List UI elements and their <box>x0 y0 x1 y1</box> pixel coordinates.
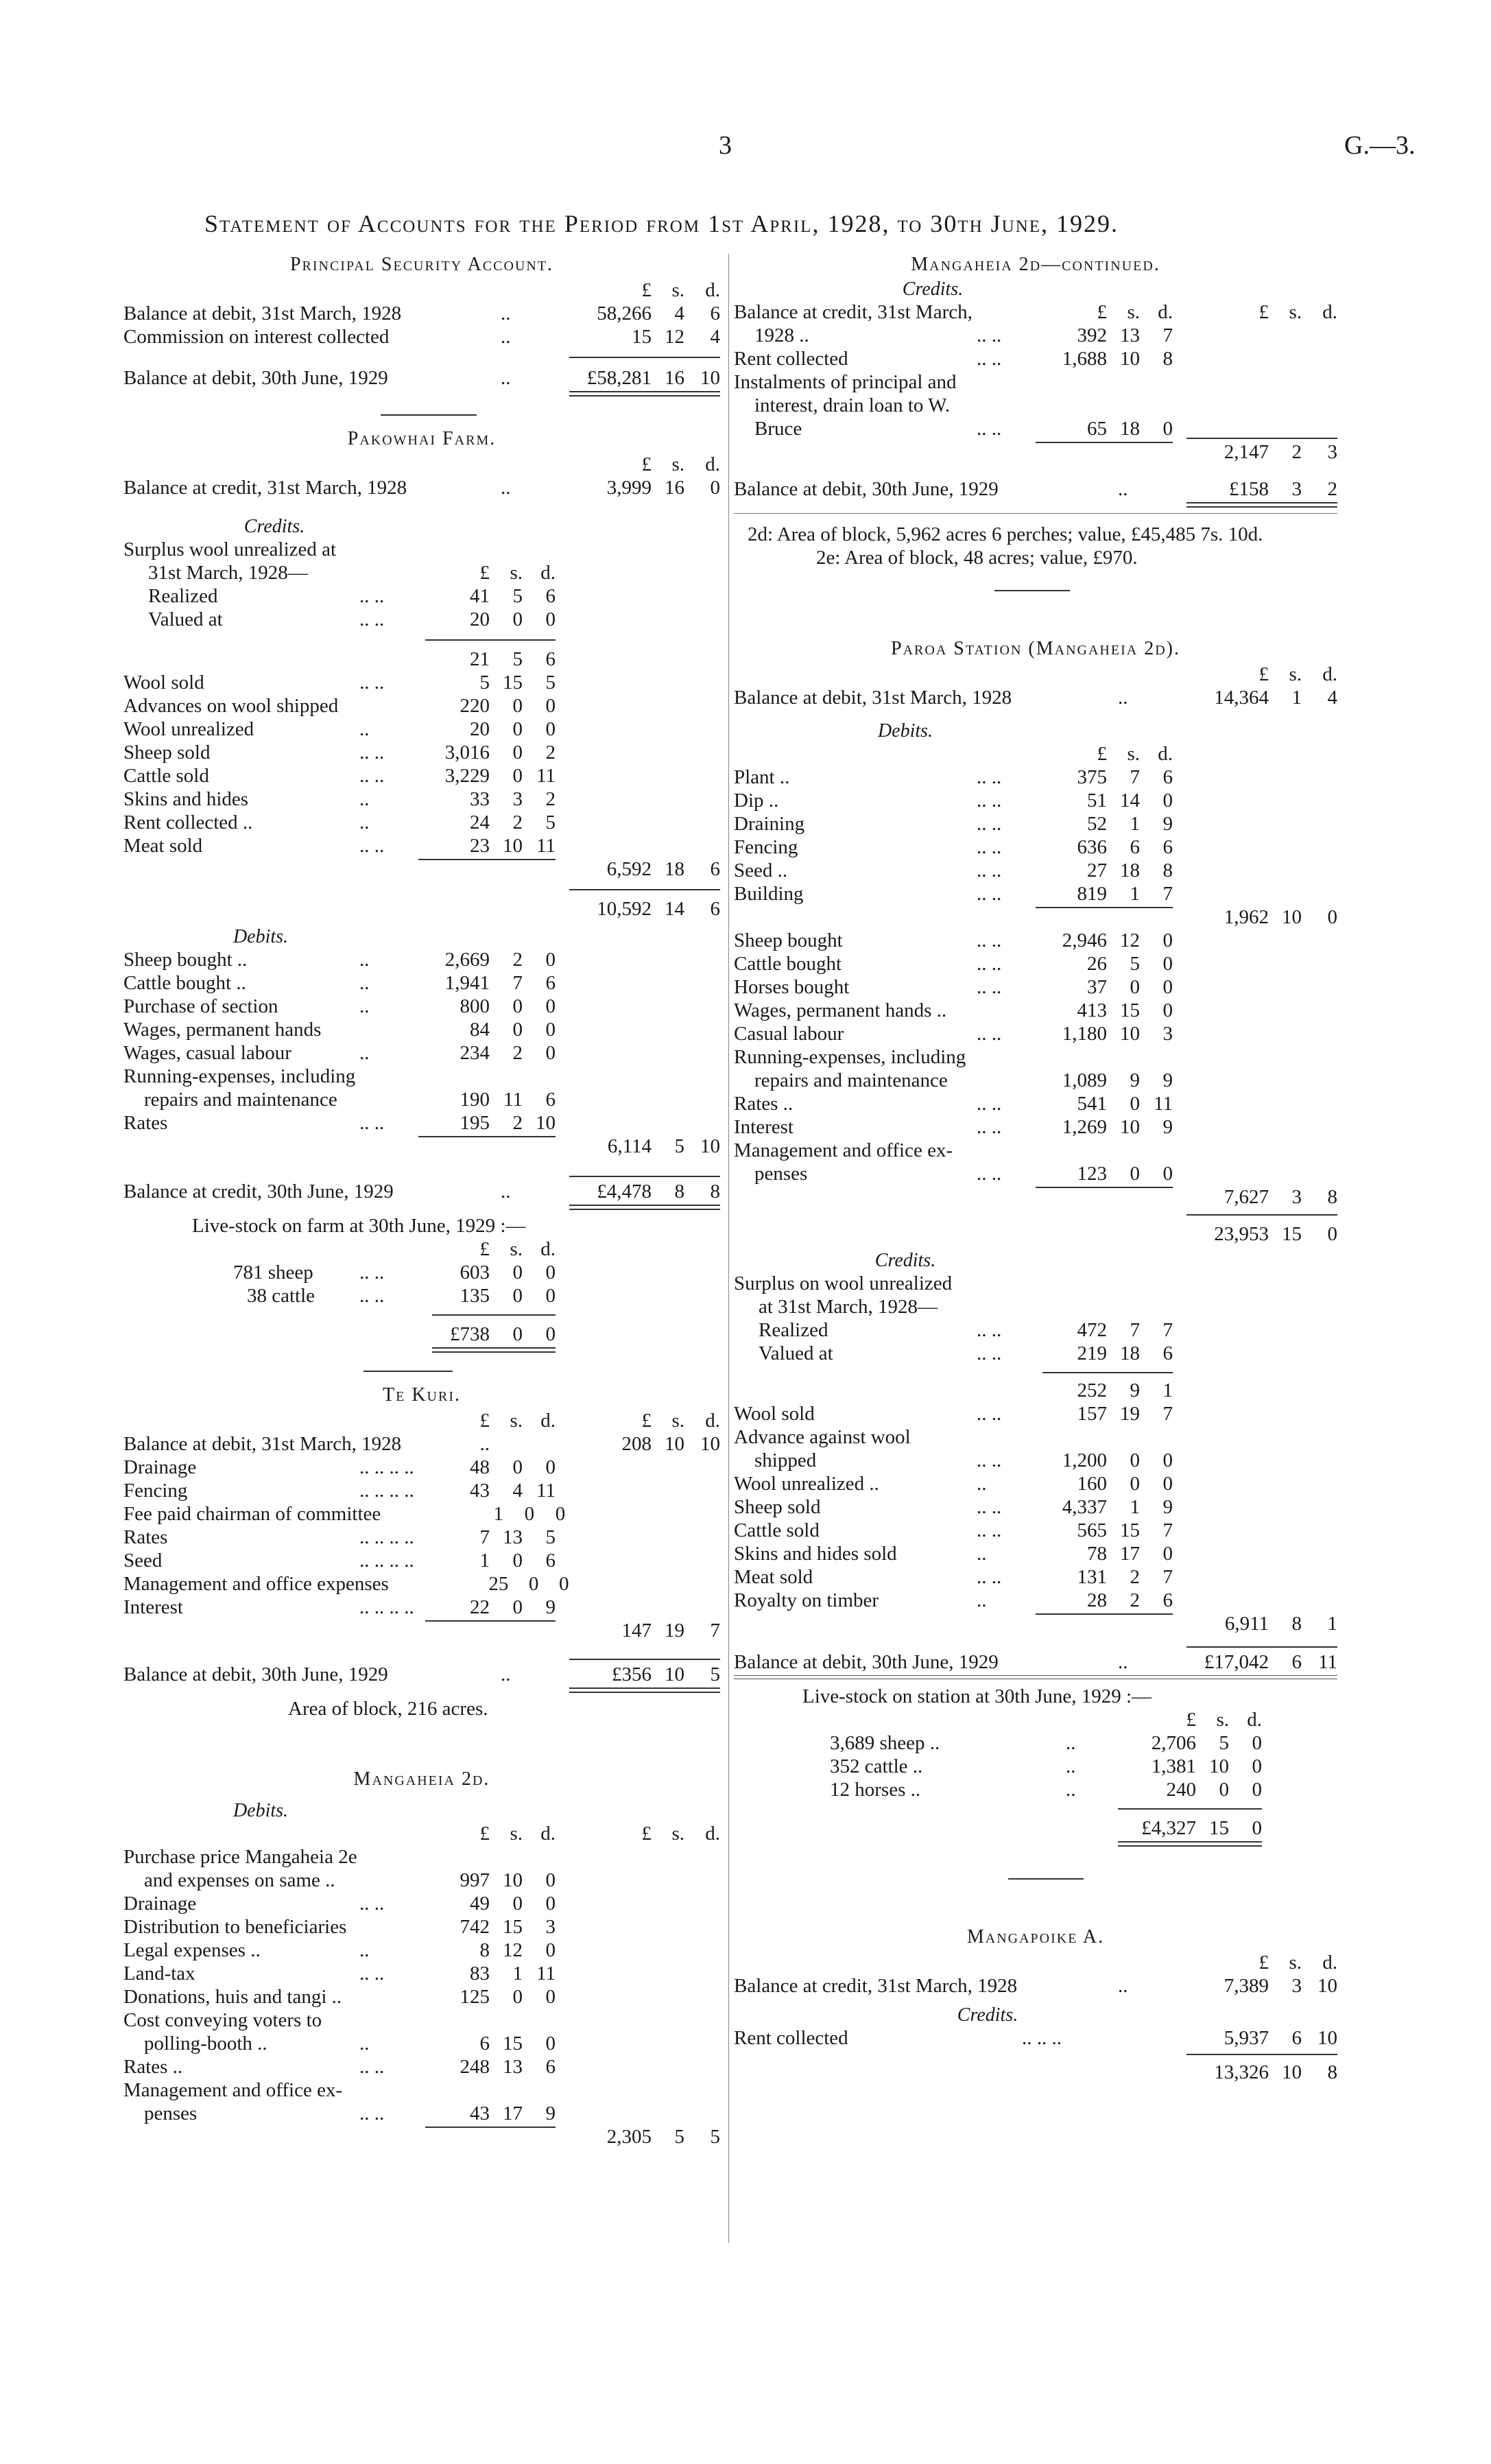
table-row: Cattle bought .. .. 1,941 7 6 <box>123 972 556 994</box>
pakowhai-livestock-total: £738 0 0 <box>450 1323 556 1345</box>
principal-total: Balance at debit, 30th June, 1929 .. £58,281 16 10 <box>123 367 720 389</box>
mangapoike-opening: Balance at credit, 31st March, 1928 .. 7,389 3 10 <box>734 1975 1337 1997</box>
paroa-sum: 23,953 15 0 <box>1214 1223 1337 1245</box>
table-row: Meat sold .. .. 131 2 7 <box>734 1566 1173 1588</box>
mangapoike-total: 13,326 10 8 <box>1214 2061 1337 2083</box>
note-2e: 2e: Area of block, 48 acres; value, £970. <box>816 547 1138 569</box>
pakowhai-credit-rows <box>123 671 720 857</box>
table-row: Wages, permanent hands 84 0 0 <box>123 1019 556 1041</box>
table-row: Drainage .. .. .. .. 48 0 0 <box>123 1456 556 1478</box>
mangapoike-row: Rent collected .. .. .. 5,937 6 10 <box>734 2027 1337 2049</box>
table-row: Rent collected .. .. 1,688 10 8 <box>734 348 1173 370</box>
pakowhai-opening: Balance at credit, 31st March, 1928 .. 3,999 16 0 <box>123 477 720 499</box>
pakowhai-surplus-row: Valued at .. .. 20 0 0 <box>148 608 556 630</box>
table-row: Legal expenses .. .. 8 12 0 <box>123 1939 556 1961</box>
paroa-credits-label: Credits. <box>874 1250 936 1271</box>
mangaheia-cont-cols: Balance at credit, 31st March, £ s. d. £ s. d. <box>734 301 1337 323</box>
table-row: Wages, permanent hands .. 413 15 0 <box>734 999 1173 1021</box>
paroa-closing: Balance at debit, 30th June, 1929 .. £17,042 6 11 <box>734 1650 1337 1674</box>
mangapoike-cols: £ s. d. <box>1259 1952 1337 1974</box>
table-row: Rates .. .. .. 541 0 11 <box>734 1093 1173 1115</box>
table-row: Draining .. .. 52 1 9 <box>734 813 1173 835</box>
pakowhai-livestock-cols: £ s. d. <box>479 1238 556 1260</box>
table-row: Purchase of section .. 800 0 0 <box>123 995 556 1017</box>
mangaheia-cont-closing: Balance at debit, 30th June, 1929 .. £158 3 2 <box>734 478 1337 500</box>
table-row: Cattle sold .. .. 565 15 7 <box>734 1519 1173 1541</box>
table-row: Plant .. .. .. 375 7 6 <box>734 766 1173 788</box>
paroa-debits-label: Debits. <box>877 720 933 742</box>
paroa-livestock-title: Live-stock on station at 30th June, 1929 :— <box>802 1685 1152 1707</box>
paroa-cols: £ s. d. <box>1259 663 1337 685</box>
table-row: Horses bought .. .. 37 0 0 <box>734 976 1173 998</box>
table-row: Skins and hides .. 33 3 2 <box>123 788 556 810</box>
tekuri-note: Area of block, 216 acres. <box>288 1698 488 1720</box>
mangaheia-cont-heading: Mangaheia 2d—continued. <box>911 254 1160 275</box>
table-row: Cost conveying voters to <box>123 2009 322 2031</box>
table-row: 1928 .. .. .. 392 13 7 <box>754 324 1173 346</box>
paroa-group2 <box>734 929 1337 1185</box>
table-row: Seed .. .. .. .. 1 0 6 <box>123 1550 556 1572</box>
mangaheia-heading: Mangaheia 2d. <box>353 1768 490 1790</box>
pakowhai-livestock-title: Live-stock on farm at 30th June, 1929 :— <box>192 1215 526 1237</box>
table-row: and expenses on same .. 997 10 0 <box>144 1869 556 1891</box>
table-row: Dip .. .. .. 51 14 0 <box>734 790 1173 812</box>
table-row: Donations, huis and tangi .. 125 0 0 <box>123 1986 556 2008</box>
pakowhai-closing: Balance at credit, 30th June, 1929 .. £4,478 8 8 <box>123 1180 720 1203</box>
left-column <box>123 254 720 2148</box>
table-row: Seed .. .. .. 27 18 8 <box>734 860 1173 881</box>
table-row: Fencing .. .. .. .. 43 4 11 <box>123 1480 556 1502</box>
table-row: Bruce .. .. 65 18 0 <box>754 418 1173 440</box>
table-row: Wool unrealized .. .. 160 0 0 <box>734 1473 1173 1495</box>
paroa-livestock-total: £4,327 15 0 <box>1141 1817 1262 1839</box>
table-row: 352 cattle .. .. 1,381 10 0 <box>830 1755 1262 1777</box>
paroa-credits-total: 6,911 8 1 <box>734 1612 1337 1635</box>
table-row: shipped .. .. 1,200 0 0 <box>754 1449 1173 1471</box>
tekuri-opening: Balance at debit, 31st March, 1928 .. 208 10 10 <box>123 1433 720 1455</box>
table-row: Cattle sold .. .. 3,229 0 11 <box>123 765 556 787</box>
document-ref: G.—3. <box>1344 131 1416 160</box>
pakowhai-surplus-total: 21 5 6 <box>470 648 556 670</box>
paroa-surplus-row: Valued at .. .. 219 18 6 <box>759 1342 1173 1364</box>
table-row: Casual labour .. .. 1,180 10 3 <box>734 1023 1173 1045</box>
pakowhai-surplus-row: Realized .. .. 41 5 6 <box>148 585 556 607</box>
tekuri-heading: Te Kuri. <box>383 1384 461 1406</box>
table-row: Building .. .. 819 1 7 <box>734 883 1173 905</box>
paroa-opening: Balance at debit, 31st March, 1928 .. 14,364 1 4 <box>734 687 1337 709</box>
tekuri-closing: Balance at debit, 30th June, 1929 .. £356 10 5 <box>123 1663 720 1686</box>
table-row: Sheep bought .. .. 2,669 2 0 <box>123 949 556 971</box>
mangaheia-cont-rows <box>734 324 1337 440</box>
principal-heading: Principal Security Account. <box>289 254 554 275</box>
paroa-group1-total: 1,962 10 0 <box>734 905 1337 929</box>
table-row: Management and office ex- <box>123 2079 343 2101</box>
page-title: Statement of Accounts for the Period from 1st April, 1928, to 30th June, 1929. <box>204 210 1119 237</box>
table-row: Sheep sold .. .. 4,337 1 9 <box>734 1496 1173 1518</box>
table-row: repairs and maintenance 190 11 6 <box>144 1089 556 1111</box>
table-row: Wool sold .. .. 5 15 5 <box>123 672 556 694</box>
pakowhai-heading: Pakowhai Farm. <box>347 428 497 449</box>
table-row: Skins and hides sold .. 78 17 0 <box>734 1543 1173 1565</box>
table-row: penses .. .. 43 17 9 <box>144 2102 556 2124</box>
paroa-inner-cols: £ s. d. <box>1097 743 1173 765</box>
table-row: repairs and maintenance 1,089 9 9 <box>754 1069 1173 1091</box>
table-row: Running-expenses, including <box>734 1046 966 1068</box>
mangaheia-total: 2,305 5 5 <box>123 2125 720 2148</box>
paroa-surplus-total: 252 9 1 <box>1077 1379 1173 1401</box>
principal-cols: £ s. d. <box>641 279 720 301</box>
table-row: Drainage .. .. 49 0 0 <box>123 1893 556 1915</box>
pakowhai-debits-total: 6,114 5 10 <box>123 1135 720 1158</box>
table-row: Wool unrealized .. 20 0 0 <box>123 718 556 740</box>
table-row: Distribution to beneficiaries 742 15 3 <box>123 1916 556 1938</box>
paroa-surplus-line: Surplus on wool unrealized <box>734 1272 953 1294</box>
right-column <box>734 254 1337 2084</box>
table-row: Rates .. .. 195 2 10 <box>123 1112 556 1134</box>
note-2d: 2d: Area of block, 5,962 acres 6 perches; value, £45,485 7s. 10d. <box>748 523 1263 545</box>
paroa-livestock-cols: £ s. d. <box>1186 1709 1262 1731</box>
paroa-surplus-row: Realized .. .. 472 7 7 <box>759 1319 1173 1341</box>
mangaheia-cont-credits-label: Credits. <box>902 279 964 300</box>
table-row: Meat sold .. .. 23 10 11 <box>123 835 556 857</box>
table-row: Purchase price Mangaheia 2e <box>123 1846 357 1868</box>
pakowhai-debits-label: Debits. <box>232 926 289 947</box>
table-row: Sheep bought .. .. 2,946 12 0 <box>734 929 1173 951</box>
table-row: Management and office ex- <box>734 1139 953 1161</box>
table-row: penses .. .. 123 0 0 <box>754 1163 1173 1185</box>
table-row: Running-expenses, including <box>123 1065 356 1087</box>
mangaheia-cont-rows-total: 2,147 2 3 <box>734 440 1337 464</box>
tekuri-cols: £ s. d. £ s. d. <box>479 1410 720 1432</box>
paroa-group1 <box>734 766 1337 905</box>
principal-row: Balance at debit, 31st March, 1928 .. 58,266 4 6 <box>123 303 720 324</box>
table-row: interest, drain loan to W. <box>754 394 951 416</box>
table-row: Wool sold .. .. 157 19 7 <box>734 1403 1173 1425</box>
table-row: Sheep sold .. .. 3,016 0 2 <box>123 742 556 763</box>
mangaheia-debits-label: Debits. <box>232 1800 289 1821</box>
pakowhai-surplus-line: Surplus wool unrealized at <box>123 538 337 560</box>
pakowhai-credits-label: Credits. <box>243 516 305 537</box>
mangaheia-cols: £ s. d. £ s. d. <box>479 1823 720 1845</box>
pakowhai-credits-total: 6,592 18 6 <box>123 857 720 881</box>
page-number: 3 <box>719 131 732 160</box>
pakowhai-cols: £ s. d. <box>641 453 720 475</box>
pakowhai-surplus-line: 31st March, 1928— £ s. d. <box>148 562 556 584</box>
pakowhai-livestock-row: 38 cattle .. .. 135 0 0 <box>247 1285 556 1307</box>
paroa-heading: Paroa Station (Mangaheia 2d). <box>891 638 1180 659</box>
table-row: Interest .. .. .. .. 22 0 9 <box>123 1596 556 1618</box>
pakowhai-debit-rows <box>123 948 720 1135</box>
tekuri-rows <box>123 1456 720 1619</box>
mangapoike-credits-label: Credits. <box>957 2004 1018 2026</box>
paroa-group2-total: 7,627 3 8 <box>734 1185 1337 1209</box>
table-row: Rates .. .. .. .. 7 13 5 <box>123 1526 556 1548</box>
table-row: Instalments of principal and <box>734 371 957 393</box>
table-row: Fee paid chairman of committee 1 0 0 <box>123 1503 566 1525</box>
tekuri-rows-total: 147 19 7 <box>123 1619 720 1642</box>
table-row: 12 horses .. .. 240 0 0 <box>830 1779 1262 1801</box>
table-row: Management and office expenses 25 0 0 <box>123 1573 569 1595</box>
table-row: polling-booth .. .. 6 15 0 <box>144 2033 556 2054</box>
mangapoike-heading: Mangapoike A. <box>966 1926 1105 1947</box>
paroa-surplus-line: at 31st March, 1928— <box>759 1296 938 1318</box>
table-row: Royalty on timber .. 28 2 6 <box>734 1589 1173 1611</box>
table-row: Fencing .. .. 636 6 6 <box>734 836 1173 858</box>
mangaheia-rows <box>123 1845 720 2125</box>
pakowhai-livestock-row: 781 sheep .. .. 603 0 0 <box>233 1261 556 1283</box>
table-row: Rates .. .. .. 248 13 6 <box>123 2056 556 2078</box>
paroa-livestock-rows <box>734 1731 1337 1801</box>
table-row: Rent collected .. .. 24 2 5 <box>123 812 556 833</box>
table-row: 3,689 sheep .. .. 2,706 5 0 <box>830 1732 1262 1754</box>
table-row: Wages, casual labour .. 234 2 0 <box>123 1042 556 1064</box>
table-row: Advances on wool shipped 220 0 0 <box>123 695 556 717</box>
table-row: Cattle bought .. .. 26 5 0 <box>734 953 1173 975</box>
pakowhai-sum: 10,592 14 6 <box>597 898 720 920</box>
paroa-credit-rows <box>734 1402 1337 1612</box>
column-divider <box>728 254 729 2243</box>
principal-row: Commission on interest collected .. 15 12 4 <box>123 326 720 348</box>
table-row: Interest .. .. 1,269 10 9 <box>734 1116 1173 1138</box>
table-row: Land-tax .. .. 83 1 11 <box>123 1963 556 1985</box>
table-row: Advance against wool <box>734 1426 911 1448</box>
